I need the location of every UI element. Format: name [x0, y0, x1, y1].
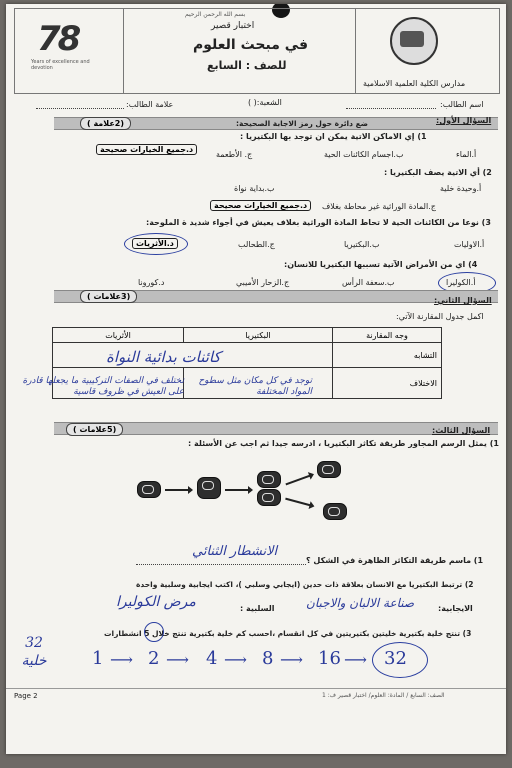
bacteria-cell-2 — [197, 477, 221, 499]
calc-step-1: 1 — [92, 648, 104, 669]
q3-sub2-question: 2) ترتبط البكتيريا مع الانسان بعلاقة ذات حدين (ايجابي وسلبي )، اكتب ايجابية وسلبية واحدة — [136, 580, 474, 589]
negative-answer: مرض الكوليرا — [116, 594, 196, 610]
bacteria-cell-4b — [323, 503, 347, 520]
q3-sub1-question: 1) ماسم طريقة التكاثر الظاهرة في الشكل ؟ — [306, 556, 484, 565]
table-header-bacteria: البكتيريا — [184, 328, 333, 343]
q1-item1-question: 1) إي الاماكن الاتية يمكن ان توجد بها البكتيريا : — [240, 132, 427, 141]
arrow-icon — [225, 489, 249, 491]
page-number: Page 2 — [14, 692, 38, 700]
arrow-icon: ⟶ — [166, 650, 189, 669]
arrow-icon: ⟶ — [344, 650, 367, 669]
bacteria-cell-3b — [257, 489, 281, 506]
q1-item3-option-c: ج.الطحالب — [238, 240, 275, 249]
q1-item3-option-d: د.الأثريات — [132, 238, 178, 249]
q1-item1-option-d: د.جميع الخيارات صحيحة — [96, 144, 197, 155]
q1-item2-option-a: أ.وحيدة خلية — [440, 184, 482, 193]
exam-type: اختبار قصير — [211, 21, 255, 31]
mark-label: علامة الطالب: — [126, 100, 174, 109]
header-box — [14, 8, 500, 94]
q3-sub1-answer: الانشطار الثنائي — [192, 544, 278, 559]
arrow-icon — [285, 475, 310, 486]
positive-label: الايجابية: — [438, 604, 473, 613]
subject-title: في مبحث العلوم — [193, 37, 309, 53]
q3-sub3-question: 3) تنتج خلية بكتيرية خليتين بكتيريتين في كل انقسام ،احسب كم خلية بكتيرية تنتج خلال 5 انشطارات — [104, 629, 472, 638]
calc-sequence — [86, 648, 416, 678]
q1-item4-option-a: أ.الكوليرا — [446, 278, 476, 287]
q1-item1-option-b: ب.اجسام الكائنات الحية — [324, 150, 404, 159]
q1-item4-option-b: ب.سعفة الرأس — [342, 278, 395, 287]
binary-fission-diagram — [131, 459, 381, 529]
q1-item4-option-d: د.كورونا — [138, 278, 165, 287]
basmala: بسم الله الرحمن الرحيم — [185, 11, 246, 18]
q1-item2-option-b: ب.بداية نواة — [234, 184, 275, 193]
q1-item1-option-a: أ.الماء — [456, 150, 477, 159]
table-header-archaea: الأثريات — [53, 328, 184, 343]
q3-marks: (5علامات ) — [66, 423, 123, 436]
q1-item4-question: 4) اي من الأمراض الآتية تسببها البكتيريا للانسان: — [284, 260, 478, 269]
calc-step-6: 32 — [384, 648, 407, 669]
q2-section-title: السؤال الثاني: — [434, 296, 492, 305]
q2-instruction: اكمل جدول المقارنة الآتي: — [396, 312, 484, 321]
school-logo — [390, 17, 438, 65]
arrow-icon: ⟶ — [224, 650, 247, 669]
q1-item2-option-c: ج.المادة الوراثية غير محاطة بغلاف — [322, 202, 436, 211]
difference-archaea-answer: تختلف في الصفات التركيبية ما يجعلها قادرة على العيش في ظروف قاسية — [22, 376, 184, 397]
q1-instruction: ضع دائرة حول رمز الاجابة الصحيحة: — [236, 119, 368, 128]
bacteria-cell-1 — [137, 481, 161, 498]
q1-item2-option-d: د.جميع الخيارات صحيحة — [210, 200, 311, 211]
answer-circle-5 — [144, 622, 164, 642]
similarity-answer: كائنات بدائية النواة — [106, 348, 221, 366]
difference-bacteria-answer: توجد في كل مكان مثل سطوح المواد المختلفة — [198, 376, 312, 397]
q1-item2-question: 2) أي الاتية يصف البكتيريا : — [384, 168, 492, 177]
calc-step-2: 2 — [148, 648, 160, 669]
q1-item3-option-b: ب.البكتيريا — [344, 240, 380, 249]
bacteria-cell-3a — [257, 471, 281, 488]
negative-label: السلبية : — [240, 604, 275, 613]
final-answer: 32 خلية — [21, 635, 47, 669]
q1-marks: (2علامة ) — [80, 117, 131, 130]
q1-section-title: السؤال الأول: — [436, 116, 492, 125]
q1-item3-question: 3) نوعا من الكائنات الحية لا تحاط المادة الوراثية بغلاف يعيش في أجواء شديد ة الملوحة: — [146, 218, 491, 227]
school-name: مدارس الكلية العلمية الاسلامية — [363, 79, 466, 88]
footer-info: الصف: السابع / المادة: العلوم/ اختبار قصير ف: 1 — [322, 692, 445, 699]
table-row-similarity-label: التشابه — [333, 343, 442, 368]
q1-item3-option-a: أ.الاوليات — [454, 240, 485, 249]
q1-item4-option-c: ج.الزحار الأميبي — [236, 278, 290, 287]
calc-step-4: 8 — [262, 648, 274, 669]
years-logo-caption: Years of excellence and devotion — [31, 59, 90, 71]
arrow-icon: ⟶ — [280, 650, 303, 669]
section-label: الشعبة:( ) — [248, 98, 282, 107]
answer-circle-32 — [372, 642, 428, 678]
calc-step-3: 4 — [206, 648, 218, 669]
q3-intro: 1) يمثل الرسم المجاور طريقة تكاثر البكتيريا ، ادرسه جيدا ثم اجب عن الأسئلة : — [188, 439, 499, 448]
bacteria-cell-4a — [317, 461, 341, 478]
arrow-icon — [165, 489, 189, 491]
table-row-difference-label: الاختلاف — [333, 368, 442, 399]
years-logo-number: 78 — [37, 19, 79, 59]
arrow-icon: ⟶ — [110, 650, 133, 669]
positive-answer: صناعة الالبان والاجبان — [306, 596, 415, 610]
q2-marks: (3علامات ) — [80, 290, 137, 303]
grade-title: للصف : السابع — [207, 59, 287, 72]
years-logo — [29, 19, 109, 79]
arrow-icon — [285, 498, 311, 507]
answer-circle-q1-3 — [124, 233, 188, 255]
q3-section-title: السؤال الثالث: — [432, 426, 491, 435]
table-header-aspect: وجه المقارنة — [333, 328, 442, 343]
calc-step-5: 16 — [318, 648, 341, 669]
student-name-label: اسم الطالب: — [440, 100, 484, 109]
q1-item1-option-c: ج. الأطعمة — [216, 150, 253, 159]
exam-paper — [6, 4, 506, 754]
